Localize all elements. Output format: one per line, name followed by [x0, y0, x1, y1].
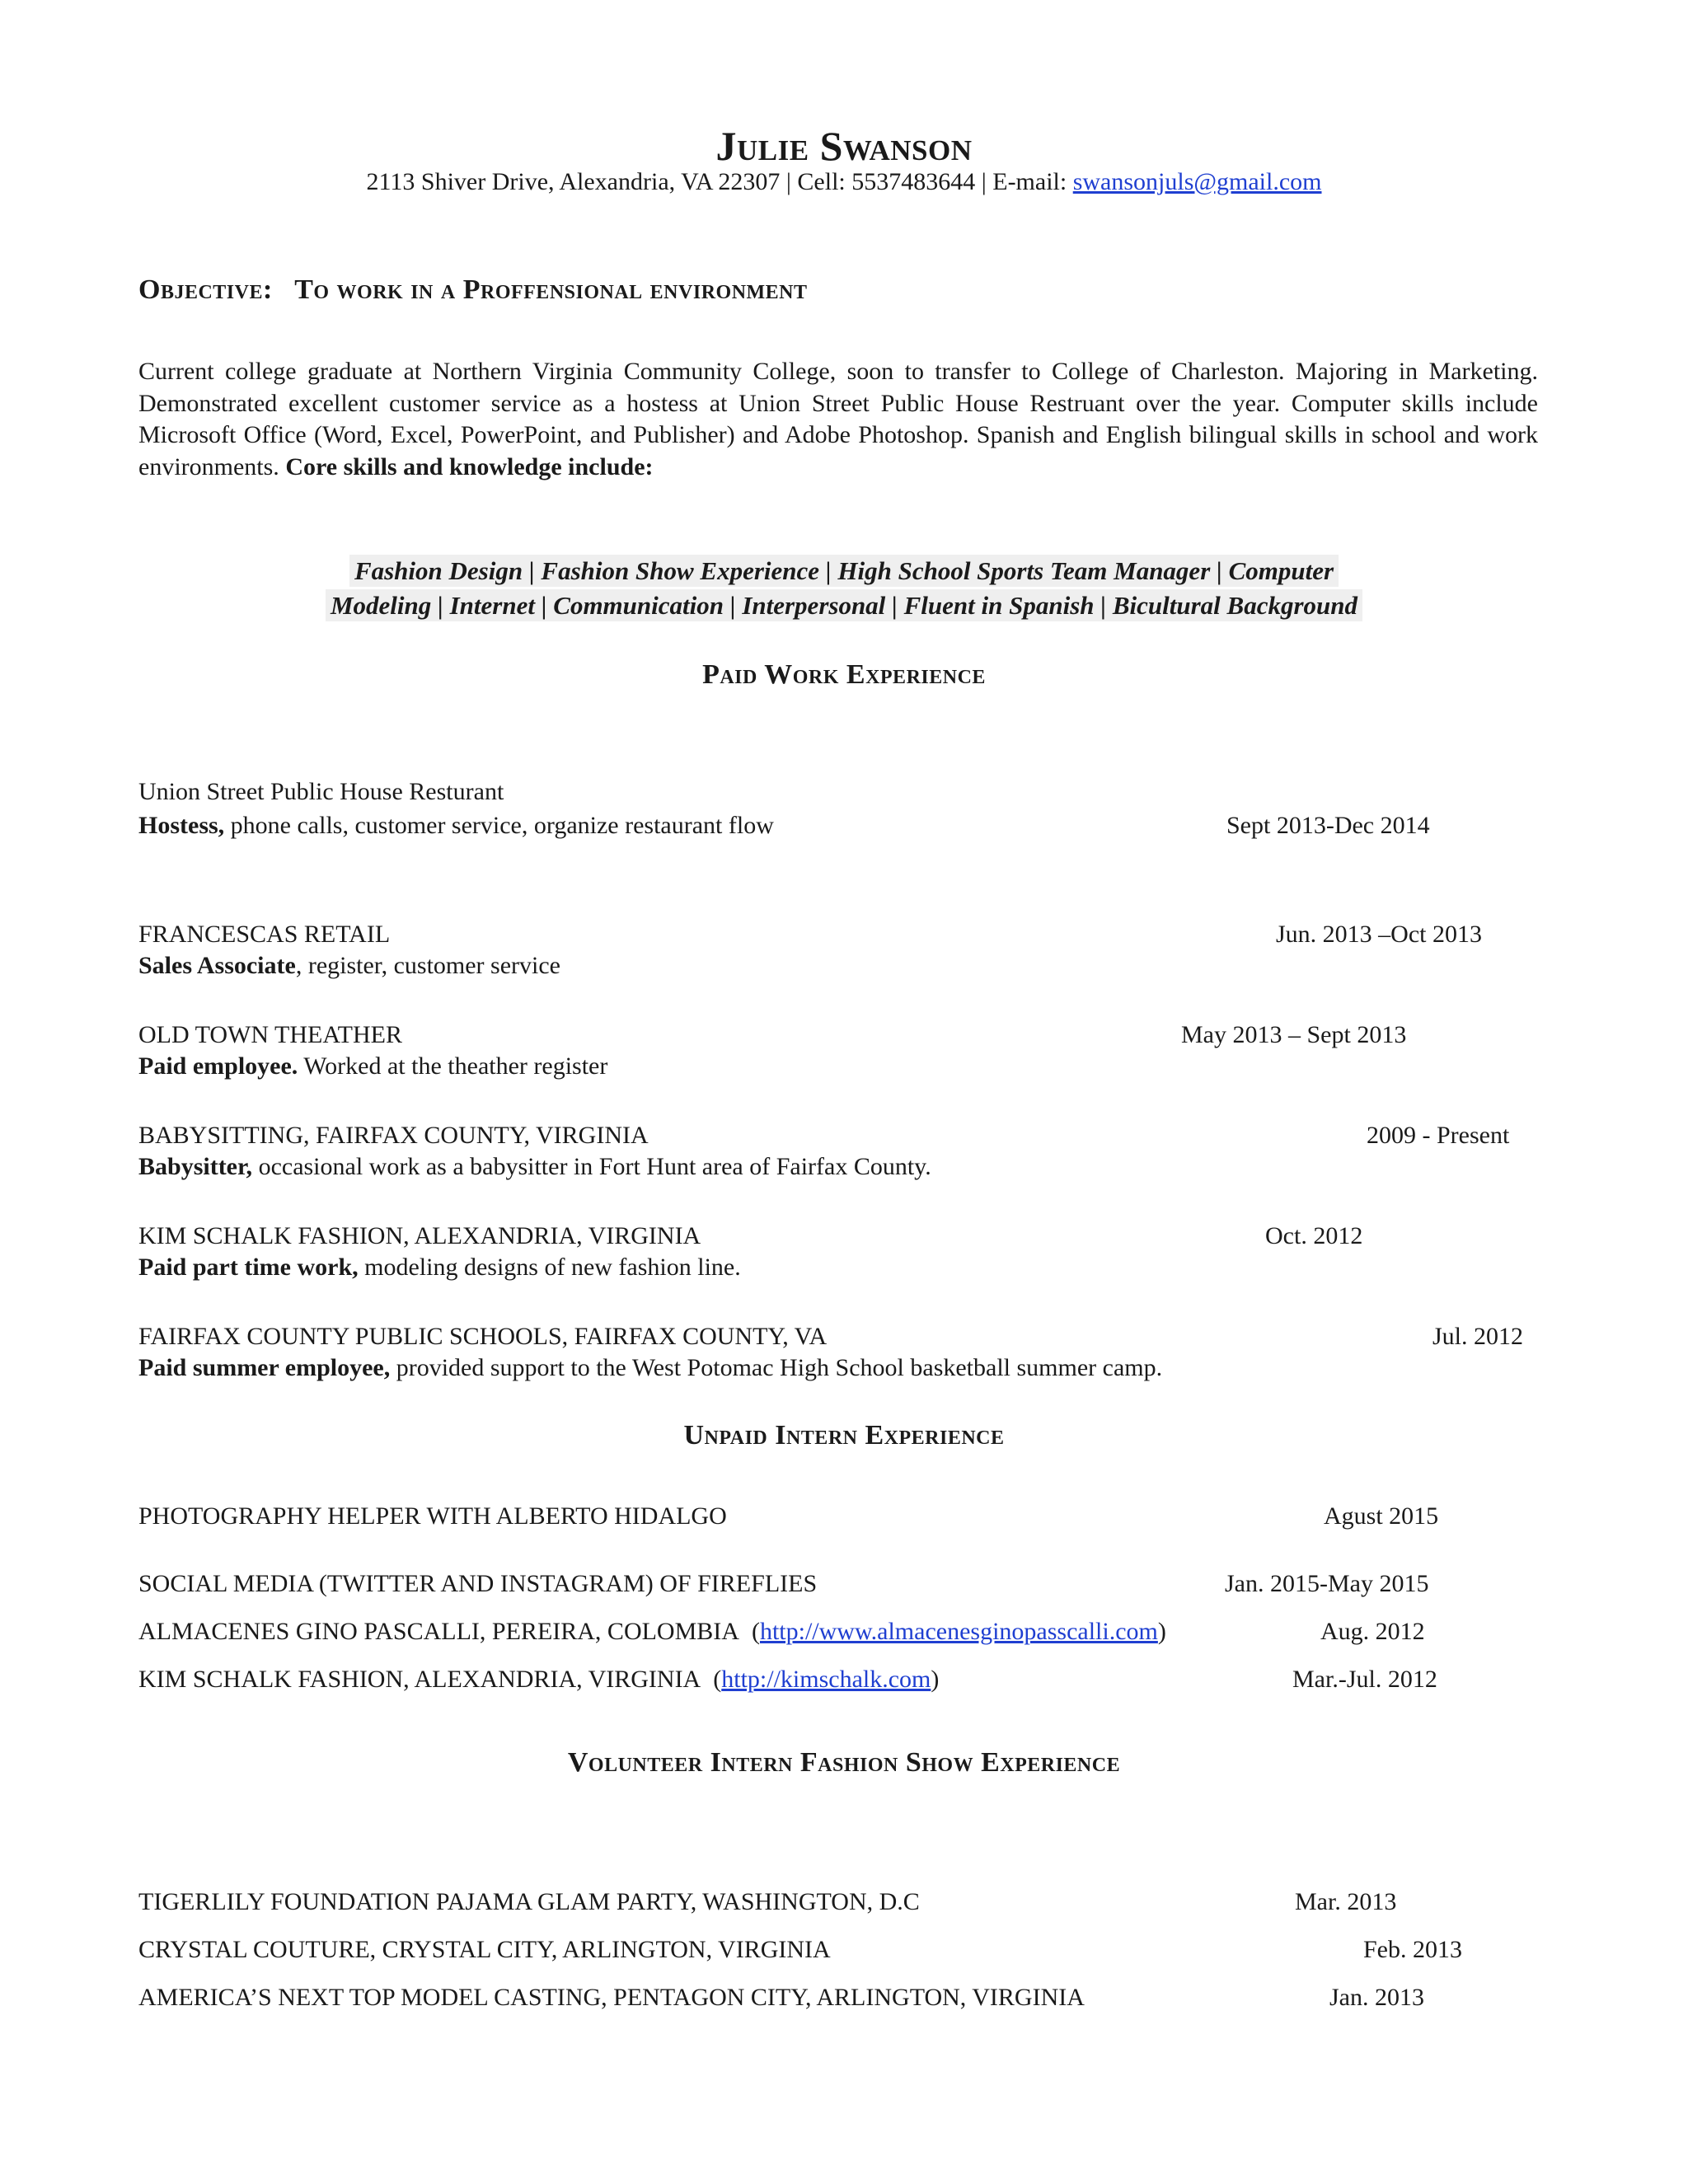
volunteer-heading: Volunteer Intern Fashion Show Experience — [567, 1747, 1121, 1778]
paid-job-desc: phone calls, customer service, organize restaurant flow — [224, 812, 774, 839]
volunteer-item-org: TIGERLILY FOUNDATION PAJAMA GLAM PARTY, WASHINGTON, D.C — [138, 1888, 920, 1915]
paid-job-date: Jul. 2012 — [1432, 1323, 1524, 1350]
paid-job-role: Paid part time work, — [138, 1254, 359, 1281]
summary-paragraph — [138, 356, 1538, 483]
volunteer-item-date: Feb. 2013 — [1363, 1936, 1462, 1963]
paid-job-detail — [138, 1354, 1162, 1382]
paid-job-detail — [138, 812, 774, 840]
paid-job-detail — [138, 952, 560, 980]
unpaid-item-org: PHOTOGRAPHY HELPER WITH ALBERTO HIDALGO — [138, 1502, 727, 1530]
paid-job-date: 2009 - Present — [1367, 1122, 1510, 1149]
skills-line-1: Fashion Design | Fashion Show Experience | High School Sports Team Manager | Computer — [349, 555, 1339, 587]
resume-name: Julie Swanson — [715, 123, 973, 169]
paid-job-detail — [138, 1052, 607, 1080]
contact-line — [0, 168, 1688, 196]
paid-job-org: BABYSITTING, FAIRFAX COUNTY, VIRGINIA — [138, 1122, 649, 1149]
paid-job-org: OLD TOWN THEATHER — [138, 1021, 402, 1048]
unpaid-item-org: ALMACENES GINO PASCALLI, PEREIRA, COLOMBIA — [138, 1618, 739, 1645]
volunteer-item-org: AMERICA’S NEXT TOP MODEL CASTING, PENTAGON CITY, ARLINGTON, VIRGINIA — [138, 1984, 1085, 2011]
unpaid-item-date: Jan. 2015-May 2015 — [1225, 1570, 1429, 1597]
paid-job-desc: Worked at the theather register — [298, 1052, 608, 1080]
paid-job-detail — [138, 1153, 931, 1181]
paid-job-org: Union Street Public House Resturant — [138, 778, 504, 805]
unpaid-item-date: Mar.-Jul. 2012 — [1292, 1666, 1437, 1693]
paid-job-desc: occasional work as a babysitter in Fort Hunt area of Fairfax County. — [252, 1153, 931, 1180]
email-link[interactable]: swansonjuls@gmail.com — [1072, 168, 1322, 195]
volunteer-item-date: Jan. 2013 — [1329, 1984, 1424, 2011]
paid-job-role: Babysitter, — [138, 1153, 253, 1180]
unpaid-item-link[interactable]: http://www.almacenesginopasscalli.com — [759, 1618, 1158, 1645]
skills-list — [287, 554, 1401, 623]
volunteer-item-org: CRYSTAL COUTURE, CRYSTAL CITY, ARLINGTON, VIRGINIA — [138, 1936, 831, 1963]
unpaid-item-date: Agust 2015 — [1324, 1502, 1439, 1530]
paid-work-heading: Paid Work Experience — [702, 659, 986, 690]
paid-job-org: FRANCESCAS RETAIL — [138, 921, 391, 948]
objective-heading — [138, 274, 808, 306]
paid-job-detail — [138, 1254, 741, 1282]
paid-job-desc: , register, customer service — [295, 952, 560, 979]
unpaid-item-line: ALMACENES GINO PASCALLI, PEREIRA, COLOMBIA (http://www.almacenesginopasscalli.com) — [138, 1618, 1166, 1645]
skills-line-2: Modeling | Internet | Communication | Interpersonal | Fluent in Spanish | Bicultural Background — [326, 589, 1362, 621]
paid-job-role: Sales Associate — [138, 952, 296, 979]
objective-text: To work in a Proffensional environment — [294, 274, 808, 305]
paid-job-org: FAIRFAX COUNTY PUBLIC SCHOOLS, FAIRFAX COUNTY, VA — [138, 1323, 828, 1350]
unpaid-item-line: KIM SCHALK FASHION, ALEXANDRIA, VIRGINIA (http://kimschalk.com) — [138, 1666, 940, 1693]
paid-job-desc: provided support to the West Potomac High School basketball summer camp. — [390, 1354, 1163, 1381]
paid-job-role: Hostess, — [138, 812, 225, 839]
paid-job-date: Jun. 2013 –Oct 2013 — [1276, 921, 1482, 948]
unpaid-item-link[interactable]: http://kimschalk.com — [721, 1666, 931, 1693]
core-skills-label: Core skills and knowledge include: — [285, 452, 654, 480]
summary-text: Current college graduate at Northern Virginia Community College, soon to transfer to College of Charleston. Majoring in Marketing. Demonstrated excellent customer service as a hostess at Union Street Public House Restruant over the year. Computer skills include Microsoft Office (Word, Excel, PowerPoint, and Publisher) and Adobe Photoshop. Spanish and English bilingual skills in school and work environments. — [138, 358, 1538, 480]
contact-details: 2113 Shiver Drive, Alexandria, VA 22307 | Cell: 5537483644 | E-mail: — [366, 168, 1073, 195]
volunteer-item-date: Mar. 2013 — [1295, 1888, 1397, 1915]
paid-job-date: Oct. 2012 — [1265, 1222, 1363, 1249]
unpaid-intern-heading: Unpaid Intern Experience — [683, 1420, 1005, 1451]
paid-job-date: Sept 2013-Dec 2014 — [1226, 812, 1430, 839]
unpaid-item-org: SOCIAL MEDIA (TWITTER AND INSTAGRAM) OF FIREFLIES — [138, 1570, 818, 1597]
paid-job-role: Paid employee. — [138, 1052, 298, 1080]
paid-job-desc: modeling designs of new fashion line. — [358, 1254, 741, 1281]
paid-job-role: Paid summer employee, — [138, 1354, 391, 1381]
objective-label: Objective: — [138, 274, 273, 305]
paid-job-date: May 2013 – Sept 2013 — [1181, 1021, 1407, 1048]
unpaid-item-date: Aug. 2012 — [1320, 1618, 1425, 1645]
paid-job-org: KIM SCHALK FASHION, ALEXANDRIA, VIRGINIA — [138, 1222, 701, 1249]
unpaid-item-org: KIM SCHALK FASHION, ALEXANDRIA, VIRGINIA — [138, 1666, 701, 1693]
